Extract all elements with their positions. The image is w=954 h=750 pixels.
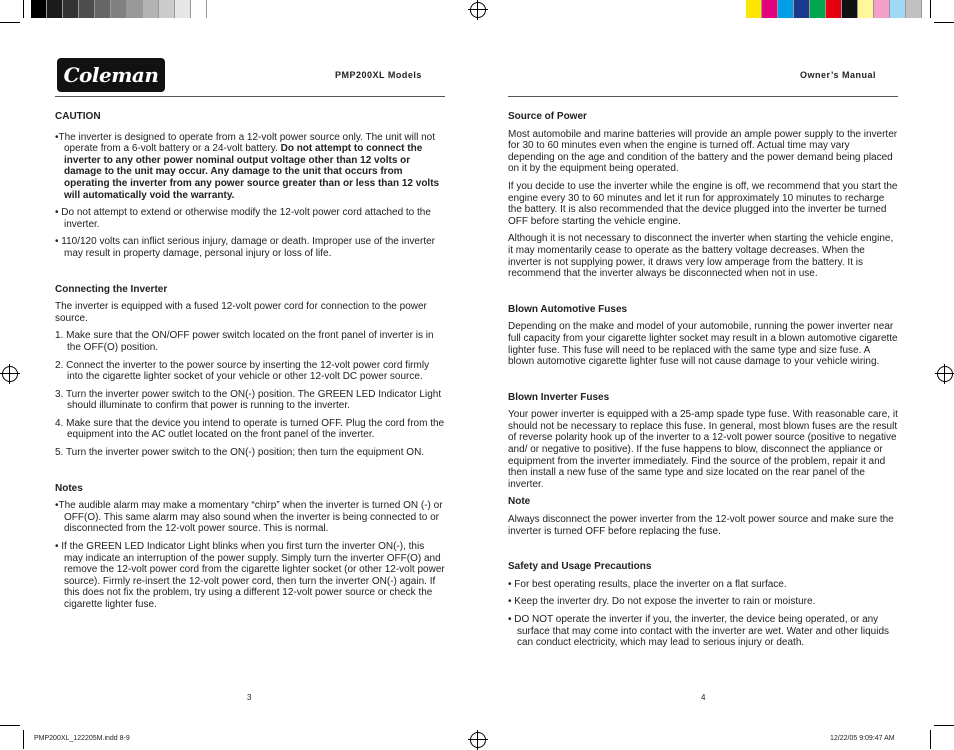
- color-swatch: [858, 0, 874, 18]
- color-swatch: [762, 0, 778, 18]
- header-right-title: Owner’s Manual: [800, 70, 877, 80]
- slug-timestamp: 12/22/05 9:09:47 AM: [830, 735, 895, 742]
- auto-fuse-heading: Blown Automotive Fuses: [508, 303, 628, 315]
- header-left-title: PMP200XL Models: [335, 70, 422, 80]
- gray-swatch: [127, 0, 143, 18]
- registration-mark-icon: [470, 732, 486, 748]
- gray-swatch: [79, 0, 95, 18]
- gray-swatch: [159, 0, 175, 18]
- caution-heading: CAUTION: [55, 111, 101, 122]
- auto-fuse-paragraph: Depending on the make and model of your automobile, running the power inverter near full capacity from your cigarette lighter socket may result in a blown automotive cigarette lighter fuse. This fuse will need to be replaced with the same type and size fuse. A blown automotive cigarette lighter fuse will not cause damage to your vehicle wiring.: [508, 321, 898, 368]
- registration-mark-icon: [470, 2, 486, 18]
- color-calibration-bar: [746, 0, 922, 18]
- step-item: 4. Make sure that the device you intend to operate is turned OFF. Plug the cord from the equipment into the AC outlet located on the front panel of the inverter.: [55, 417, 445, 441]
- caution-item-1-bold: Do not attempt to connect the inverter to any other power nominal output voltage other than 12 volts or damage to the unit may occur. Any damage to the unit that occurs from operating the inverter from any power source greater than or less than 12 volts will automatically void the warranty.: [64, 143, 440, 201]
- gray-swatch: [111, 0, 127, 18]
- source-paragraph-1: Most automobile and marine batteries will provide an ample power supply to the inverter for 30 to 60 minutes even when the engine is turned off. Actual time may vary depending on the age and condition of the battery and the power demand being placed on it by the equipment being operated.: [508, 128, 898, 175]
- page-number-left: 3: [247, 693, 252, 702]
- coleman-logo: [57, 58, 165, 92]
- header-rule-left: [55, 96, 445, 97]
- color-swatch: [874, 0, 890, 18]
- inverter-fuse-heading: Blown Inverter Fuses: [508, 391, 610, 403]
- note-paragraph: Always disconnect the power inverter from the 12-volt power source and make sure the inverter is turned OFF before replacing the fuse.: [508, 514, 894, 537]
- note-heading: Note: [508, 496, 531, 508]
- step-item: 5. Turn the inverter power switch to the ON(-) position; then turn the equipment ON.: [55, 447, 425, 459]
- color-swatch: [826, 0, 842, 18]
- color-swatch: [810, 0, 826, 18]
- note-item: •The audible alarm may make a momentary “chirp” when the inverter is turned ON (-) or OFF(O). This same alarm may also sound when the inverter is being connected to or disconnected from the 12-volt power source. This is normal.: [55, 500, 443, 535]
- safety-heading: Safety and Usage Precautions: [508, 561, 652, 573]
- connecting-intro: The inverter is equipped with a fused 12-volt power cord for connection to the power source.: [55, 301, 427, 324]
- crop-mark: [0, 725, 20, 726]
- safety-item: • Keep the inverter dry. Do not expose the inverter to rain or moisture.: [508, 596, 816, 608]
- gray-swatch: [143, 0, 159, 18]
- header-rule-right: [508, 96, 898, 97]
- gray-swatch: [31, 0, 47, 18]
- color-swatch: [906, 0, 922, 18]
- color-swatch: [842, 0, 858, 18]
- right-page-column: [508, 111, 898, 649]
- color-swatch: [794, 0, 810, 18]
- registration-mark-icon: [2, 366, 18, 382]
- notes-heading: Notes: [55, 482, 83, 494]
- source-heading: Source of Power: [508, 111, 587, 122]
- logo-text: Coleman: [63, 63, 159, 87]
- crop-mark: [930, 0, 931, 18]
- step-item: 1. Make sure that the ON/OFF power switch located on the front panel of inverter is in the OFF(O) position.: [55, 330, 434, 353]
- caution-item-2: • Do not attempt to extend or otherwise modify the 12-volt power cord attached to the inverter.: [55, 207, 431, 230]
- crop-mark: [23, 0, 24, 18]
- safety-item: • DO NOT operate the inverter if you, the inverter, the device being operated, or any surface that may come into contact with the inverter are wet. Water and other liquids can conduct electricity, which may lead to serious injury or death.: [508, 614, 890, 649]
- gray-swatch: [175, 0, 191, 18]
- slug-filename: PMP200XL_122205M.indd 8-9: [34, 735, 130, 742]
- source-paragraph-2: If you decide to use the inverter while the engine is off, we recommend that you start the engine every 30 to 60 minutes and let it run for approximately 10 minutes to recharge the battery. It is also recommended that the device plugged into the inverter be turned OFF before starting the vehicle engine.: [508, 180, 898, 227]
- step-item: 2. Connect the inverter to the power source by inserting the 12-volt power cord firmly into the cigarette lighter socket of your vehicle or other 12-volt DC power source.: [55, 359, 430, 383]
- gray-swatch: [191, 0, 207, 18]
- color-swatch: [778, 0, 794, 18]
- crop-mark: [930, 730, 931, 749]
- inverter-fuse-paragraph: Your power inverter is equipped with a 25-amp spade type fuse. With reasonable care, it should not be necessary to replace this fuse. In general, most blown fuses are the result of reverse polarity hook up of the inverter to a 12-volt power source (positive to negative and/ or negative to positive). If the fuse happens to blow, disconnect the appliance or equipment from the inverter immediately. Find the source of the problem, repair it and then install a new fuse of the same type and size located on the rear panel of the inverter.: [508, 409, 898, 490]
- page-number-right: 4: [701, 693, 706, 702]
- caution-item-3: • 110/120 volts can inflict serious injury, damage or death. Improper use of the inverter may result in property damage, personal injury or loss of life.: [55, 236, 435, 259]
- registration-mark-icon: [937, 366, 953, 382]
- connecting-heading: Connecting the Inverter: [55, 283, 168, 295]
- crop-mark: [0, 22, 20, 23]
- caution-item-1: [55, 132, 445, 202]
- crop-mark: [934, 22, 954, 23]
- left-page-column: [55, 111, 445, 611]
- crop-mark: [934, 725, 954, 726]
- gray-calibration-bar: [31, 0, 207, 18]
- note-item: • If the GREEN LED Indicator Light blinks when you first turn the inverter ON(-), this may indicate an interruption of the power supply. Simply turn the inverter OFF(O) and remove the 12-volt power cord from the cigarette lighter socket (or other 12-volt power source). Firmly re-insert the 12-volt power cord, then turn the inverter ON(-) again. If this does not fix the problem, try using a different 12-volt power source or check the cigarette lighter fuse.: [55, 541, 445, 610]
- gray-swatch: [63, 0, 79, 18]
- color-swatch: [890, 0, 906, 18]
- gray-swatch: [47, 0, 63, 18]
- caution-item-1-text: •The inverter is designed to operate from a 12-volt power source only. The unit will not operate from a 6-volt battery or a 24-volt battery.: [55, 131, 435, 155]
- gray-swatch: [95, 0, 111, 18]
- crop-mark: [23, 730, 24, 749]
- source-paragraph-3: Although it is not necessary to disconnect the inverter when starting the vehicle engine, it may momentarily cease to operate as the battery voltage decreases. When the inverter is not supplying power, it draws very low amperage from the battery. It is recommend that the inverter always be disconnected when not in use.: [508, 233, 894, 280]
- safety-item: • For best operating results, place the inverter on a flat surface.: [508, 578, 787, 590]
- color-swatch: [746, 0, 762, 18]
- step-item: 3. Turn the inverter power switch to the ON(-) position. The GREEN LED Indicator Light should illuminate to confirm that power is running to the inverter.: [55, 388, 442, 412]
